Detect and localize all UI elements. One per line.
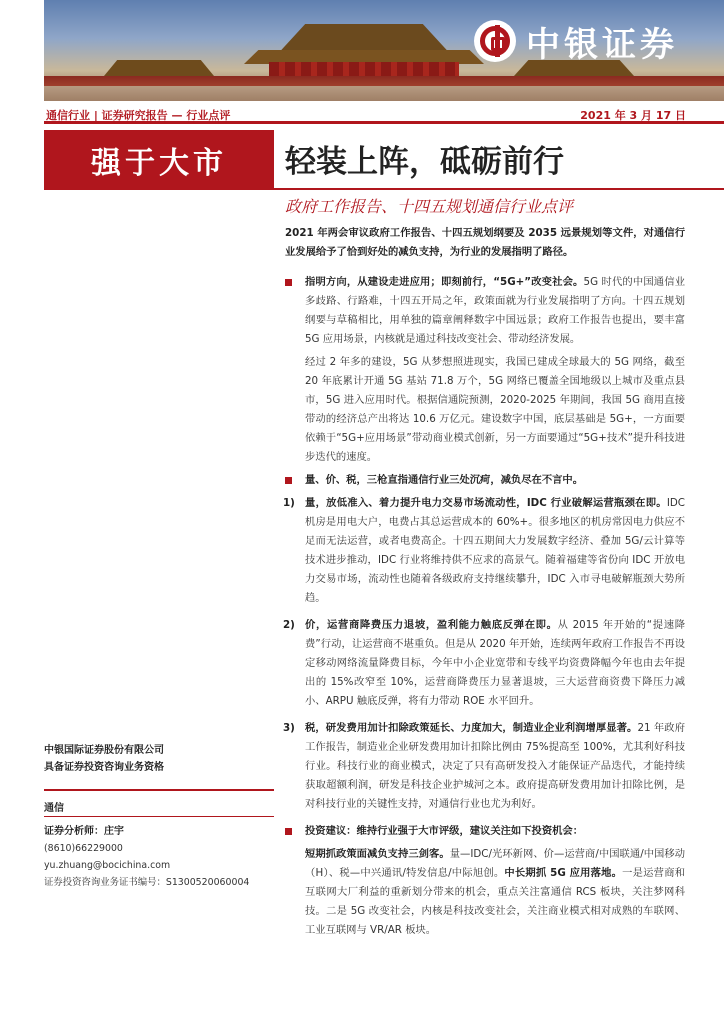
analyst-info (44, 823, 274, 891)
sidebar-divider (44, 789, 274, 791)
investment-lead: 中长期抓 5G 应用落地。 (504, 867, 623, 879)
analyst-email[interactable]: yu.zhuang@bocichina.com (44, 860, 171, 871)
bullet-lead: 量、价、税，三枪直指通信行业三处沉疴，减负尽在不言中。 (305, 474, 584, 486)
square-bullet-icon (285, 477, 292, 484)
investment-paragraph (285, 845, 685, 940)
item-lead: 量，放低准入、着力提升电力交易市场流动性，IDC 行业破解运营瓶颈在即。 (305, 497, 667, 509)
company-qualification: 具备证券投资咨询业务资格 (44, 762, 164, 773)
investment-lead: 短期抓政策面减负支持三剑客。 (305, 848, 450, 860)
item-text: 21 年政府工作报告，制造业企业研发费用加计扣除比例由 75%提高至 100%，尤其利好科技行业。科技行业的商业模式，决定了只有高研发投入才能保证产品迭代，才能持续获取超额利润，研发是科技企业护城河之本。政府提高研发费用加计扣除比例，是对科技行业的关键性支持，对通信行业也尤为利好。 (305, 722, 685, 810)
info-bar (44, 104, 724, 124)
sidebar-divider-thin (44, 816, 274, 817)
item-lead: 价，运营商降费压力退坡，盈利能力触底反弹在即。 (305, 619, 558, 631)
bullet-point (285, 822, 685, 841)
main-content (285, 224, 685, 944)
company-info (44, 742, 274, 776)
bullet-text: 5G 时代的中国通信业多歧路、行路难，十四五开局之年，政策面就为行业发展指明了方向。十四五规划纲要与草稿相比，用单独的篇章阐释数字中国远景；政府工作报告也提出，要丰富 5G 应用场景，内核就是通过科技改变社会、带动经济发展。 (305, 276, 685, 345)
side-roof-left (104, 60, 214, 76)
report-subtitle: 政府工作报告、十四五规划通信行业点评 (285, 197, 574, 216)
item-text: 从 2015 年开始的“提速降费”行动，让运营商不堪重负。但是从 2020 年开始，连续两年政府工作报告不再设定移动网络流量降费目标，今年中小企业宽带和专线平均资费降幅今年也由去年提出的 15%改窄至 10%，运营商降费压力显著退坡，三大运营商资费下降压力减小、ARPU 触底反弹，将有力带动 ROE 水平回升。 (305, 619, 685, 707)
square-bullet-icon (285, 279, 292, 286)
bank-of-china-logo-icon (474, 20, 516, 62)
numbered-item (285, 494, 685, 608)
analyst-license: 证券投资咨询业务证书编号：S1300520060004 (44, 877, 250, 888)
analyst-phone: (8610)66229000 (44, 843, 123, 854)
item-number: 2) (283, 619, 295, 631)
logo-text: 中银证券 (526, 24, 678, 65)
bullet-point (285, 471, 685, 490)
sector-label (44, 800, 274, 817)
item-text: IDC 机房是用电大户，电费占其总运营成本的 60%+。很多地区的机房常因电力供应不足而无法运营，或者电费高企。十四五期间大力发展数字经济、叠加 5G/云计算等技术进步推动，IDC 行业将维持供不应求的高景气。随着福建等省份向 IDC 开放电力交易市场，流动性也随着各级政府支持继续攀升，IDC 入市寻电破解瓶颈大势所趋。 (305, 497, 685, 604)
bullet-lead: 指明方向，从建设走进应用；即刻前行，“5G+”改变社会。 (305, 276, 584, 288)
body-paragraph: 经过 2 年多的建设，5G 从梦想照进现实，我国已建成全球最大的 5G 网络，截至 20 年底累计开通 5G 基站 71.8 万个，5G 网络已覆盖全国地级以上城市及重点县市，5G 进入应用时代。根据信通院预测，2020-2025 年期间，我国 5G 商用直接带动的经济总产出将达 10.6 万亿元。建设数字中国，底层基础是 5G+，一方面要依赖于“5G+应用场景”带动商业模式创新，另一方面要通过“5G+技术”提升科技进步迭代的速度。 (305, 356, 685, 463)
company-name: 中银国际证券股份有限公司 (44, 745, 164, 756)
report-category: 通信行业 | 证券研究报告 — 行业点评 (46, 109, 231, 122)
numbered-item (285, 616, 685, 711)
company-logo (474, 14, 720, 68)
title-divider (274, 188, 724, 190)
bullet-lead: 投资建议：维持行业强于大市评级，建议关注如下投资机会： (305, 825, 584, 837)
report-date: 2021 年 3 月 17 日 (580, 109, 686, 122)
analyst-name: 证券分析师：庄宇 (44, 826, 124, 837)
bullet-point (285, 273, 685, 349)
item-number: 3) (283, 722, 295, 734)
investment-text: 量—IDC/光环新网、价—运营商/中国联通/中国移动（H）、税—中兴通讯/特发信息/中际旭创。 (305, 848, 686, 879)
summary-paragraph: 2021 年两会审议政府工作报告、十四五规划纲要及 2035 远景规划等文件，对通信行业发展给予了恰到好处的减负支持，为行业的发展指明了路径。 (285, 227, 685, 258)
item-lead: 税，研发费用加计扣除政策延长、力度加大，制造业企业利润增厚显著。 (305, 722, 638, 734)
investment-text: 一是运营商和互联网大厂利益的重新划分带来的机会，重点关注富通信 RCS 板块，关注梦网科技。二是 5G 改变社会，内核是科技改变社会，关注商业模式相对成熟的车联网、工业互联网与 VR/AR 板块。 (305, 867, 686, 936)
palace-plaza (44, 86, 724, 101)
item-number: 1) (283, 497, 295, 509)
sector-name: 通信 (44, 803, 64, 814)
report-title: 轻装上阵，砥砺前行 (285, 144, 564, 180)
square-bullet-icon (285, 828, 292, 835)
rating-badge: 强于大市 (44, 130, 274, 190)
numbered-item (285, 719, 685, 814)
